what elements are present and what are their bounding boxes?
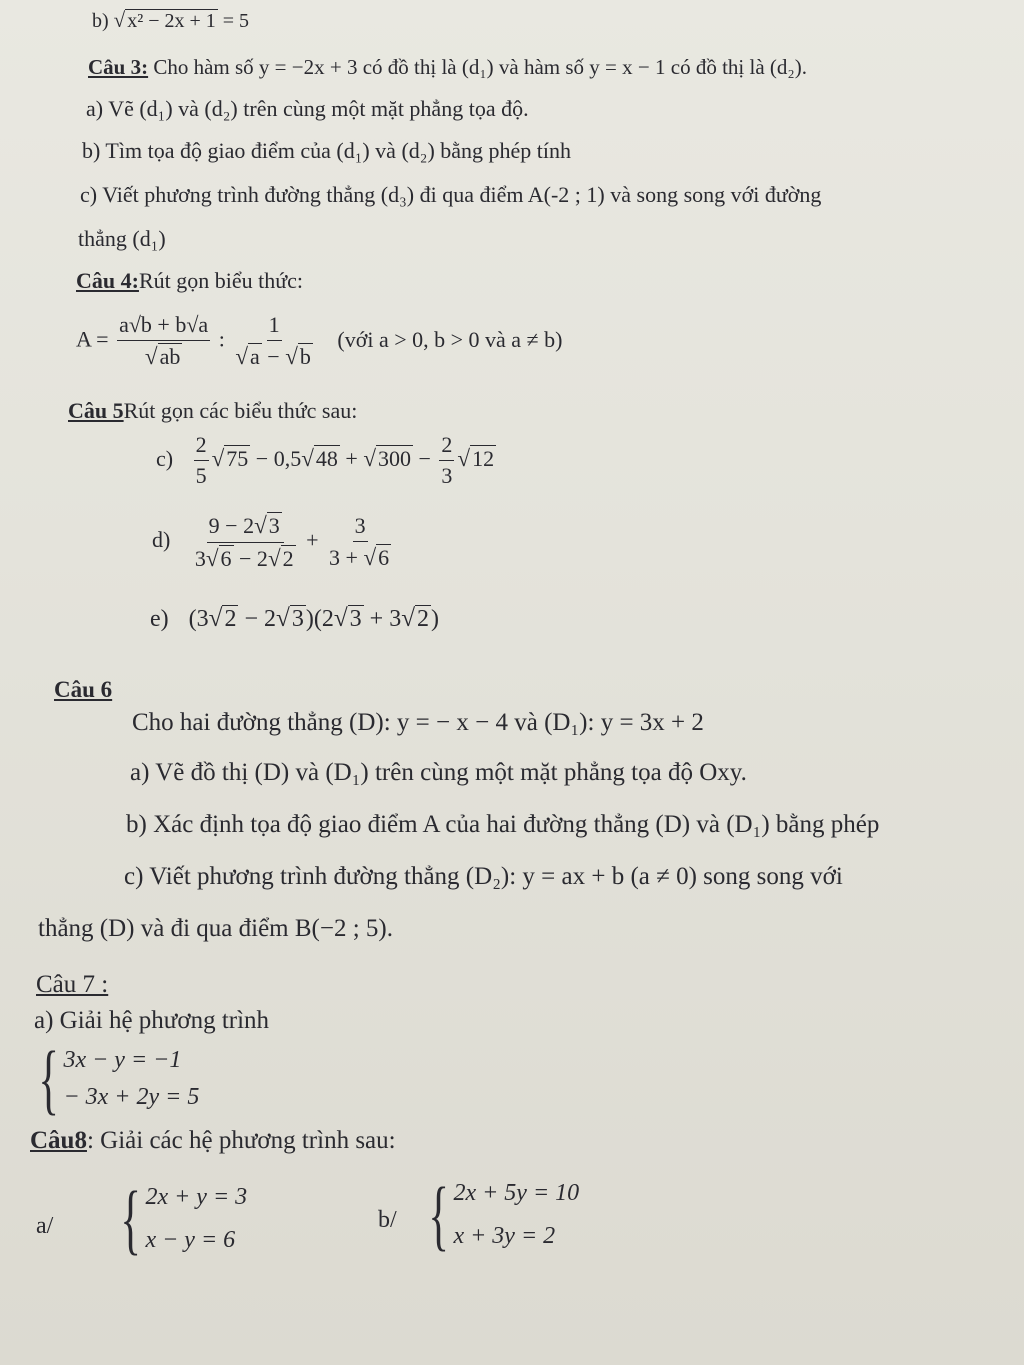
q8-a-brace: { bbox=[120, 1175, 142, 1262]
q8-title: Câu8 bbox=[30, 1127, 87, 1154]
q4-condition: (với a > 0, b > 0 và a ≠ b) bbox=[337, 326, 563, 352]
q4-den2-a: a bbox=[250, 344, 260, 370]
q6-intro: Cho hai đường thẳng (D): y = − x − 4 và (D₁): y = 3x + 2 bbox=[132, 709, 704, 736]
q5-title: Câu 5 bbox=[68, 398, 124, 423]
q7-eq1: 3x − y = −1 bbox=[63, 1047, 182, 1074]
q3-part-b: b) Tìm tọa độ giao điểm của (d₁) và (d₂) bằng phép tính bbox=[82, 138, 572, 163]
q4-num1: a√b + b√a bbox=[117, 312, 210, 341]
q5-d-label: d) bbox=[152, 527, 171, 553]
q7-eq2: − 3x + 2y = 5 bbox=[63, 1084, 200, 1110]
q5-d-line: d) $\frac{9 - 2√3}{3√6 - 2√2}$ + $\frac{3}{3 + √6}$ bbox=[152, 512, 390, 571]
q6-part-c-line1: c) Viết phương trình đường thẳng (D₂): y = ax + b (a ≠ 0) song song với bbox=[124, 863, 843, 890]
q2b-line bbox=[92, 8, 249, 33]
q7-title: Câu 7 : bbox=[36, 971, 109, 998]
q3-part-a: a) Vẽ (d₁) và (d₂) trên cùng một mặt phẳng tọa độ. bbox=[86, 96, 529, 121]
q5-text: Rút gọn các biểu thức sau: bbox=[123, 398, 358, 423]
q7-part-a: a) Giải hệ phương trình bbox=[34, 1007, 270, 1034]
q5-e-label: e) bbox=[150, 606, 169, 632]
q5-heading-line bbox=[68, 398, 357, 424]
q4-heading-line bbox=[76, 268, 303, 294]
q3-part-c-line2: thẳng (d₁) bbox=[78, 226, 166, 251]
q8-b-eq1: 2x + 5y = 10 bbox=[453, 1180, 580, 1207]
q2b-label: b) bbox=[92, 10, 109, 32]
q4-lhs: A = bbox=[76, 326, 109, 352]
q6-part-c-line2: thẳng (D) và đi qua điểm B(−2 ; 5). bbox=[38, 915, 393, 942]
q7-system bbox=[30, 1035, 200, 1122]
q4-fraction-2: $\frac{1}{√a - √b}$ bbox=[235, 312, 311, 370]
q8-a-eq1: 2x + y = 3 bbox=[145, 1184, 248, 1211]
q3-part-c-line1: c) Viết phương trình đường thẳng (d₃) đi qua điểm A(-2 ; 1) và song song với đường bbox=[80, 182, 822, 207]
q7-heading-line bbox=[36, 970, 108, 1000]
q8-b-system bbox=[420, 1171, 580, 1258]
q2b-sqrt: √ x² − 2x + 1 bbox=[113, 8, 216, 32]
q4-den2-b: b bbox=[299, 344, 311, 370]
q4-num2: 1 bbox=[267, 312, 282, 341]
q6-title: Câu 6 bbox=[54, 677, 113, 702]
q4-formula bbox=[76, 312, 562, 371]
q8-a-eq2: x − y = 6 bbox=[145, 1227, 236, 1253]
q6-part-b: b) Xác định tọa độ giao điểm A của hai đường thẳng (D) và (D₁) bằng phép bbox=[126, 811, 880, 838]
q4-fraction-1: $\frac{a√b + b√a}{√ab}$ bbox=[119, 312, 209, 370]
q4-den1: ab bbox=[159, 344, 181, 370]
q8-a-system bbox=[112, 1175, 248, 1262]
q7-brace: { bbox=[38, 1035, 60, 1122]
q5-c-label: c) bbox=[156, 445, 174, 471]
q8-text: : Giải các hệ phương trình sau: bbox=[86, 1127, 396, 1154]
q8-b-label: b/ bbox=[378, 1207, 397, 1233]
q2b-rhs: = 5 bbox=[222, 10, 250, 32]
q4-op: : bbox=[218, 326, 225, 352]
q6-heading-line bbox=[54, 676, 112, 704]
q4-title: Câu 4: bbox=[76, 268, 139, 293]
q8-b-brace: { bbox=[428, 1171, 450, 1258]
q8-a-label: a/ bbox=[36, 1213, 54, 1239]
q2b-expr: x² − 2x + 1 bbox=[127, 10, 216, 32]
q3-heading-line bbox=[88, 55, 807, 80]
q8-b-eq2: x + 3y = 2 bbox=[453, 1223, 556, 1249]
q4-text: Rút gọn biểu thức: bbox=[138, 268, 304, 293]
q3-title: Câu 3: bbox=[88, 55, 149, 79]
q6-part-a: a) Vẽ đồ thị (D) và (D₁) trên cùng một mặt phẳng tọa độ Oxy. bbox=[130, 759, 747, 786]
q3-text: Cho hàm số y = −2x + 3 có đồ thị là (d₁) và hàm số y = x − 1 có đồ thị là (d₂). bbox=[148, 55, 807, 79]
q5-c-line: c) $\frac{2}{5}$ √75 − 0,5√48 + √300 − $\frac{2}{3}$ √12 bbox=[156, 432, 495, 489]
q8-heading-line bbox=[30, 1126, 396, 1156]
q5-e-line: e) (3√2 − 2√3)(2√3 + 3√2) bbox=[150, 605, 440, 632]
